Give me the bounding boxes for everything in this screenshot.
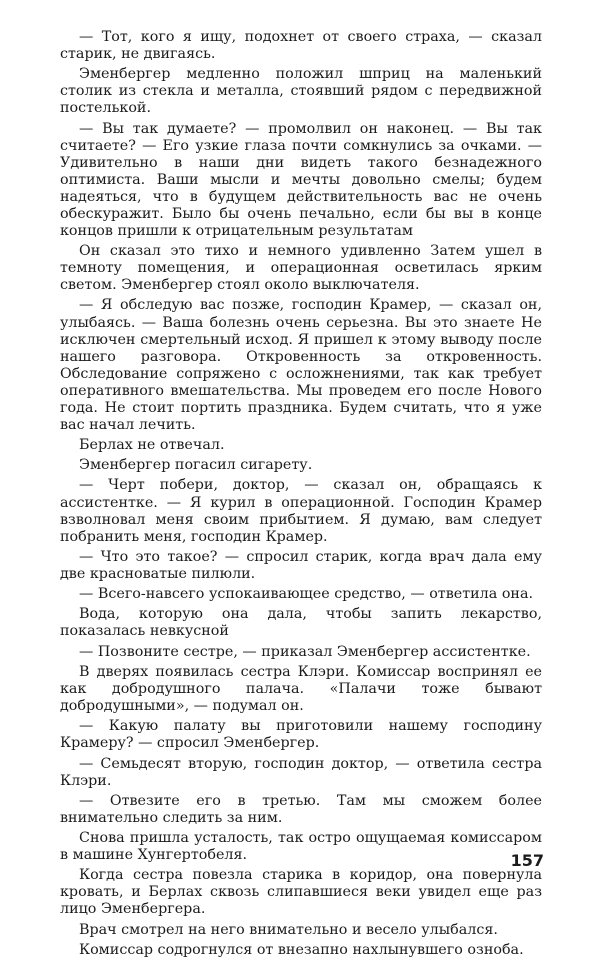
paragraph: Эменбергер медленно положил шприц на маленький столик из стекла и металла, стоявший рядом с передвижной постелькой. bbox=[60, 66, 542, 117]
paragraph: — Что это такое? — спросил старик, когда врач дала ему две красноватые пилюли. bbox=[60, 548, 542, 582]
body-text bbox=[60, 29, 542, 959]
paragraph: Эменбергер погасил сигарету. bbox=[79, 457, 313, 474]
paragraph: — Семьдесят вторую, господин доктор, — ответила сестра Клэри. bbox=[60, 755, 542, 789]
paragraph: — Я обследую вас позже, господин Крамер, — сказал он, улыбаясь. — Ваша болезнь очень серьезна. Вы это знаете Не исключен смертельный исход. Я пришел к этому выводу после нашего разговора. Откровенность за откровенность. Обследование сопряжено с осложнениями, так как требует оперативного вмешательства. Мы проведем его после Нового года. Не стоит портить праздника. Будем считать, что я уже вас начал лечить. bbox=[60, 297, 542, 433]
page-number: 157 bbox=[510, 851, 544, 870]
paragraph: Когда сестра повезла старика в коридор, она повернула кровать, и Берлах сквозь слипавшиеся веки увидел еще раз лицо Эменбергера. bbox=[60, 867, 542, 918]
paragraph: Он сказал это тихо и немного удивленно Затем ушел в темноту помещения, и операционная осветилась ярким светом. Эменбергер стоял около выключателя. bbox=[60, 243, 542, 294]
paragraph: — Отвезите его в третью. Там мы сможем более внимательно следить за ним. bbox=[60, 792, 542, 826]
paragraph: Врач смотрел на него внимательно и весело улыбался. bbox=[79, 921, 498, 938]
paragraph: В дверях появилась сестра Клэри. Комиссар воспринял ее как добродушного палача. «Палачи тоже бывают добродушными», — подумал он. bbox=[60, 663, 542, 714]
paragraph: — Тот, кого я ищу, подохнет от своего страха, — сказал старик, не двигаясь. bbox=[60, 29, 542, 63]
paragraph: — Какую палату вы приготовили нашему господину Крамеру? — спросил Эменбергер. bbox=[60, 718, 542, 752]
paragraph: — Черт побери, доктор, — сказал он, обращаясь к ассистентке. — Я курил в операционной. Господин Крамер взволновал меня своим прибытием. Я думаю, вам следует побранить меня, господин Крамер. bbox=[60, 477, 542, 545]
paragraph: Берлах не отвечал. bbox=[79, 437, 225, 454]
paragraph: — Всего-навсего успокаивающее средство, — ответила она. bbox=[79, 586, 534, 603]
paragraph: Вода, которую она дала, чтобы запить лекарство, показалась невкусной bbox=[60, 606, 542, 640]
paragraph: Снова пришла усталость, так остро ощущаемая комиссаром в машине Хунгертобеля. bbox=[60, 830, 542, 864]
paragraph: — Вы так думаете? — промолвил он наконец. — Вы так считаете? — Его узкие глаза почти сомкнулись за очками. — Удивительно в наши дни видеть такого безнадежного оптимиста. Ваши мысли и мечты довольно смелы; будем надеяться, что в будущем действительность вас не очень обескуражит. Было бы очень печально, если бы вы в конце концов пришли к отрицательным результатам bbox=[60, 120, 542, 239]
paragraph: Комиссар содрогнулся от внезапно нахлынувшего озноба. bbox=[79, 941, 524, 958]
paragraph: — Позвоните сестре, — приказал Эменбергер ассистентке. bbox=[79, 643, 531, 660]
